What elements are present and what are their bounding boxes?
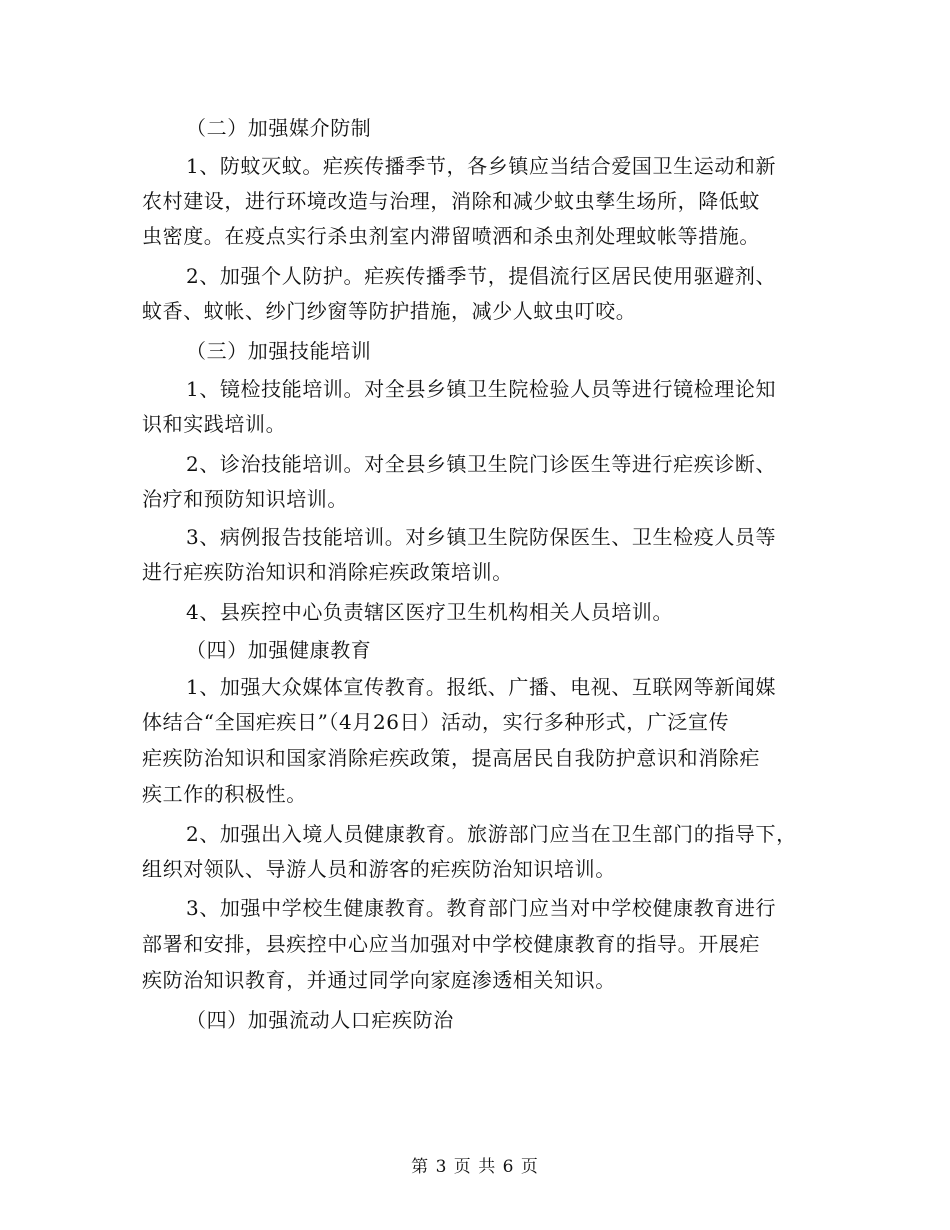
paragraph-line: 进行疟疾防治知识和消除疟疾政策培训。: [142, 560, 513, 584]
paragraph-line: 农村建设，进行环境改造与治理，消除和减少蚊虫孳生场所，降低蚊: [142, 189, 760, 213]
page-footer-page-number: 第 3 页 共 6 页: [411, 1157, 539, 1177]
section-heading-health-education: （四）加强健康教育: [186, 638, 372, 662]
paragraph-line: 1、镜检技能培训。对全县乡镇卫生院检验人员等进行镜检理论知: [186, 377, 777, 401]
paragraph-line: 疾防治知识教育，并通过同学向家庭渗透相关知识。: [142, 968, 616, 992]
paragraph-line: 虫密度。在疫点实行杀虫剂室内滞留喷洒和杀虫剂处理蚊帐等措施。: [142, 224, 760, 248]
paragraph-line: 部署和安排，县疾控中心应当加强对中学校健康教育的指导。开展疟: [142, 932, 760, 956]
section-heading-vector-control: （二）加强媒介防制: [186, 116, 372, 140]
paragraph-line: 治疗和预防知识培训。: [142, 487, 348, 511]
paragraph-line: 2、诊治技能培训。对全县乡镇卫生院门诊医生等进行疟疾诊断、: [186, 452, 777, 476]
paragraph-line: 3、病例报告技能培训。对乡镇卫生院防保医生、卫生检疫人员等: [186, 525, 777, 549]
paragraph-line: 蚊香、蚊帐、纱门纱窗等防护措施，减少人蚊虫叮咬。: [142, 299, 637, 323]
paragraph-line: 1、加强大众媒体宣传教育。报纸、广播、电视、互联网等新闻媒: [186, 675, 777, 699]
paragraph-line: 2、加强个人防护。疟疾传播季节，提倡流行区居民使用驱避剂、: [186, 264, 777, 288]
paragraph-line: 3、加强中学校生健康教育。教育部门应当对中学校健康教育进行: [186, 896, 777, 920]
paragraph-line: 4、县疾控中心负责辖区医疗卫生机构相关人员培训。: [186, 600, 674, 624]
paragraph-line: 疟疾防治知识和国家消除疟疾政策，提高居民自我防护意识和消除疟: [142, 746, 760, 770]
paragraph-line: 组织对领队、导游人员和游客的疟疾防治知识培训。: [142, 857, 616, 881]
paragraph-line: 识和实践培训。: [142, 412, 287, 436]
paragraph-line: 疾工作的积极性。: [142, 782, 307, 806]
section-heading-skills-training: （三）加强技能培训: [186, 339, 372, 363]
paragraph-line: 1、防蚊灭蚊。疟疾传播季节，各乡镇应当结合爱国卫生运动和新: [186, 154, 777, 178]
paragraph-line: 2、加强出入境人员健康教育。旅游部门应当在卫生部门的指导下，: [186, 822, 797, 846]
paragraph-line: 体结合“全国疟疾日”（4月26日）活动，实行多种形式，广泛宣传: [142, 710, 730, 734]
section-heading-migrant-population: （四）加强流动人口疟疾防治: [186, 1008, 454, 1032]
